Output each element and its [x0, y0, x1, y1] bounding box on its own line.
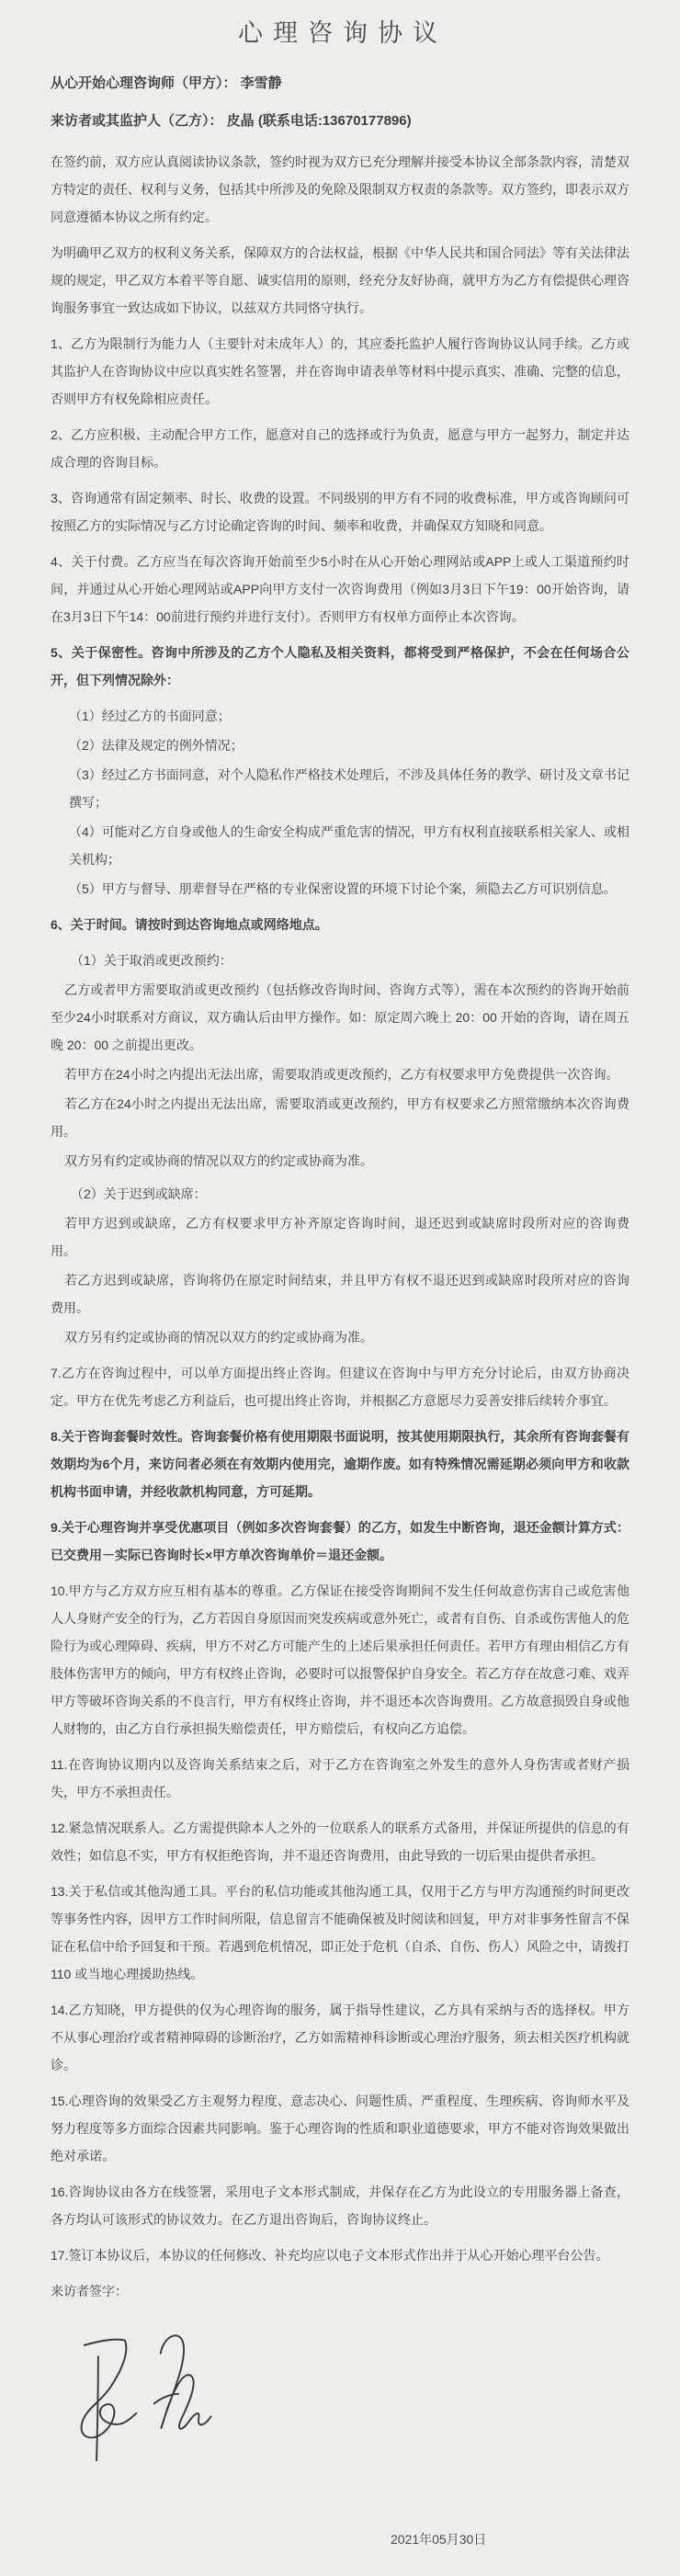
- party-b-line: 来访者或其监护人（乙方）： 皮晶 (联系电话:13670177896): [51, 113, 412, 129]
- clause-12: 12.紧急情况联系人。乙方需提供除本人之外的一位联系人的联系方式备用，并保证所提供的信息的有效性；如信息不实，甲方有权拒绝咨询，并不退还咨询费用，由此导致的一切后果由提供者承担。: [51, 1821, 629, 1863]
- page-title: 心理咨询协议: [238, 19, 448, 47]
- clause-11: 11.在咨询协议期内以及咨询关系结束之后，对于乙方在咨询室之外发生的意外人身伤害或者财产损失，甲方不承担责任。: [51, 1757, 629, 1799]
- clause-5-item-5: （5）甲方与督导、朋辈督导在严格的专业保密设置的环境下讨论个案，须隐去乙方可识别信息。: [69, 881, 617, 896]
- intro-paragraph: 为明确甲乙双方的权利义务关系，保障双方的合法权益，根据《中华人民共和国合同法》等有关法律法规的规定，甲乙双方本着平等自愿、诚实信用的原则，经充分友好协商，就甲方为乙方有偿提供心理咨询服务事宜一致达成如下协议，以兹双方共同恪守执行。: [51, 245, 629, 315]
- clause-6-sub-2-text: 双方另有约定或协商的情况以双方的约定或协商为准。: [64, 1330, 373, 1345]
- clause-6: 6、关于时间。请按时到达咨询地点或网络地点。: [51, 917, 328, 932]
- clause-5-item-3: （3）经过乙方书面同意，对个人隐私作严格技术处理后，不涉及具体任务的教学、研讨及文章书记撰写；: [69, 767, 629, 810]
- visitor-signature-label: 来访者签字：: [51, 2284, 128, 2298]
- clause-6-sub-1-text: 双方另有约定或协商的情况以双方的约定或协商为准。: [64, 1153, 373, 1168]
- clause-10: 10.甲方与乙方双方应互相有基本的尊重。乙方保证在接受咨询期间不发生任何故意伤害自己或危害他人人身财产安全的行为，乙方若因自身原因而突发疾病或意外死亡，或者有自伤、自杀或伤害他人的危险行为或心理障碍、疾病，甲方不对乙方可能产生的上述后果承担任何责任。若甲方有理由相信乙方有肢体伤害甲方的倾向，甲方有权终止咨询，必要时可以报警保护自身安全。若乙方存在故意刁难、戏弄甲方等破坏咨询关系的不良言行，甲方有权终止咨询，并不退还本次咨询费用。乙方故意损毁自身或他人财物的，由乙方自行承担损失赔偿责任，甲方赔偿后，有权向乙方追偿。: [51, 1583, 629, 1736]
- clause-7: 7.乙方在咨询过程中，可以单方面提出终止咨询。但建议在咨询中与甲方充分讨论后，由双方协商决定。甲方在优先考虑乙方利益后，也可提出终止咨询，并根据乙方意愿尽力妥善安排后续转介事宜。: [51, 1366, 629, 1408]
- party-a-line: 从心开始心理咨询师（甲方）： 李雪静: [51, 75, 282, 91]
- clause-5-item-1: （1）经过乙方的书面同意；: [69, 709, 231, 723]
- clause-5-item-2: （2）法律及规定的例外情况；: [69, 738, 244, 753]
- clause-4: 4、关于付费。乙方应当在每次咨询开始前至少5小时在从心开始心理网站或APP上或人工渠道预约时间，并通过从心开始心理网站或APP向甲方支付一次咨询费用（例如3月3日下午19：00开始咨询，请在3月3日下午14：00前进行预约并进行支付）。否则甲方有权单方面停止本次咨询。: [51, 554, 629, 624]
- clause-6-sub-2-header: （2）关于迟到或缺席：: [71, 1186, 207, 1201]
- clause-3: 3、咨询通常有固定频率、时长、收费的设置。不同级别的甲方有不同的收费标准，甲方或咨询顾问可按照乙方的实际情况与乙方讨论确定咨询的时间、频率和收费，并确保双方知晓和同意。: [51, 491, 629, 533]
- clause-6-sub-1-text: 若甲方在24小时之内提出无法出席，需要取消或更改预约，乙方有权要求甲方免费提供一次咨询。: [64, 1067, 619, 1082]
- clause-14: 14.乙方知晓，甲方提供的仅为心理咨询的服务，属于指导性建议，乙方具有采纳与否的选择权。甲方不从事心理治疗或者精神障碍的诊断治疗，乙方如需精神科诊断或心理治疗服务，须去相关医疗机构就诊。: [51, 2003, 629, 2072]
- clause-13: 13.关于私信或其他沟通工具。平台的私信功能或其他沟通工具，仅用于乙方与甲方沟通预约时间更改等事务性内容，因甲方工作时间所限，信息留言不能确保被及时阅读和回复，甲方对非事务性留言不保证在私信中给予回复和干预。若遇到危机情况，即正处于危机（自杀、自伤、伤人）风险之中，请拨打 110 或当地心理援助热线。: [51, 1884, 629, 1981]
- clause-6-sub-2-text: 若甲方迟到或缺席，乙方有权要求甲方补齐原定咨询时间，退还迟到或缺席时段所对应的咨询费用。: [51, 1216, 629, 1258]
- intro-paragraph: 在签约前，双方应认真阅读协议条款，签约时视为双方已充分理解并接受本协议全部条款内容，清楚双方特定的责任、权利与义务，包括其中所涉及的免除及限制双方权责的条款等。双方签约，即表示双方同意遵循本协议之所有约定。: [51, 154, 629, 224]
- clause-16: 16.咨询协议由各方在线签署，采用电子文本形式制成，并保存在乙方为此设立的专用服务器上备查，各方均认可该形式的协议效力。在乙方退出咨询后，咨询协议终止。: [51, 2184, 629, 2227]
- clause-9: 9.关于心理咨询并享受优惠项目（例如多次咨询套餐）的乙方，如发生中断咨询，退还金额计算方式：已交费用－实际已咨询时长×甲方单次咨询单价＝退还金额。: [51, 1520, 629, 1562]
- signature-image: [76, 2318, 629, 2488]
- clause-17: 17.签订本协议后，本协议的任何修改、补充均应以电子文本形式作出并于从心开始心理平台公告。: [51, 2248, 609, 2263]
- clause-6-sub-1-text: 乙方或者甲方需要取消或更改预约（包括修改咨询时间、咨询方式等），需在本次预约的咨询开始前至少24小时联系对方商议，双方确认后由甲方操作。如：原定周六晚上 20：00 开始的咨询，请在周五晚 20：00 之前提出更改。: [51, 982, 629, 1052]
- clause-2: 2、乙方应积极、主动配合甲方工作，愿意对自己的选择或行为负责，愿意与甲方一起努力，制定并达成合理的咨询目标。: [51, 427, 629, 470]
- signature-date: 2021年05月30日: [391, 2532, 487, 2547]
- clause-8: 8.关于咨询套餐时效性。咨询套餐价格有使用期限书面说明，按其使用期限执行，其余所有咨询套餐有效期均为6个月，来访问者必须在有效期内使用完，逾期作废。如有特殊情况需延期必须向甲方和收款机构书面申请，并经收款机构同意，方可延期。: [51, 1429, 629, 1499]
- clause-6-sub-2-text: 若乙方迟到或缺席，咨询将仍在原定时间结束，并且甲方有权不退还迟到或缺席时段所对应的咨询费用。: [51, 1273, 629, 1315]
- clause-15: 15.心理咨询的效果受乙方主观努力程度、意志决心、问题性质、严重程度、生理疾病、咨询师水平及努力程度等多方面综合因素共同影响。鉴于心理咨询的性质和职业道德要求，甲方不能对咨询效果做出绝对承诺。: [51, 2094, 629, 2163]
- clause-5-item-4: （4）可能对乙方自身或他人的生命安全构成严重危害的情况，甲方有权利直接联系相关家人、或相关机构；: [69, 824, 629, 867]
- clause-5: 5、关于保密性。咨询中所涉及的乙方个人隐私及相关资料，都将受到严格保护，不会在任何场合公开，但下列情况除外：: [51, 645, 629, 687]
- clause-6-sub-1-header: （1）关于取消或更改预约：: [71, 953, 232, 968]
- clause-6-sub-1-text: 若乙方在24小时之内提出无法出席，需要取消或更改预约，甲方有权要求乙方照常缴纳本次咨询费用。: [51, 1096, 629, 1139]
- clause-1: 1、乙方为限制行为能力人（主要针对未成年人）的，其应委托监护人履行咨询协议认同手续。乙方或其监护人在咨询协议中应以真实姓名签署，并在咨询申请表单等材料中提示真实、准确、完整的信息，否则甲方有权免除相应责任。: [51, 336, 629, 406]
